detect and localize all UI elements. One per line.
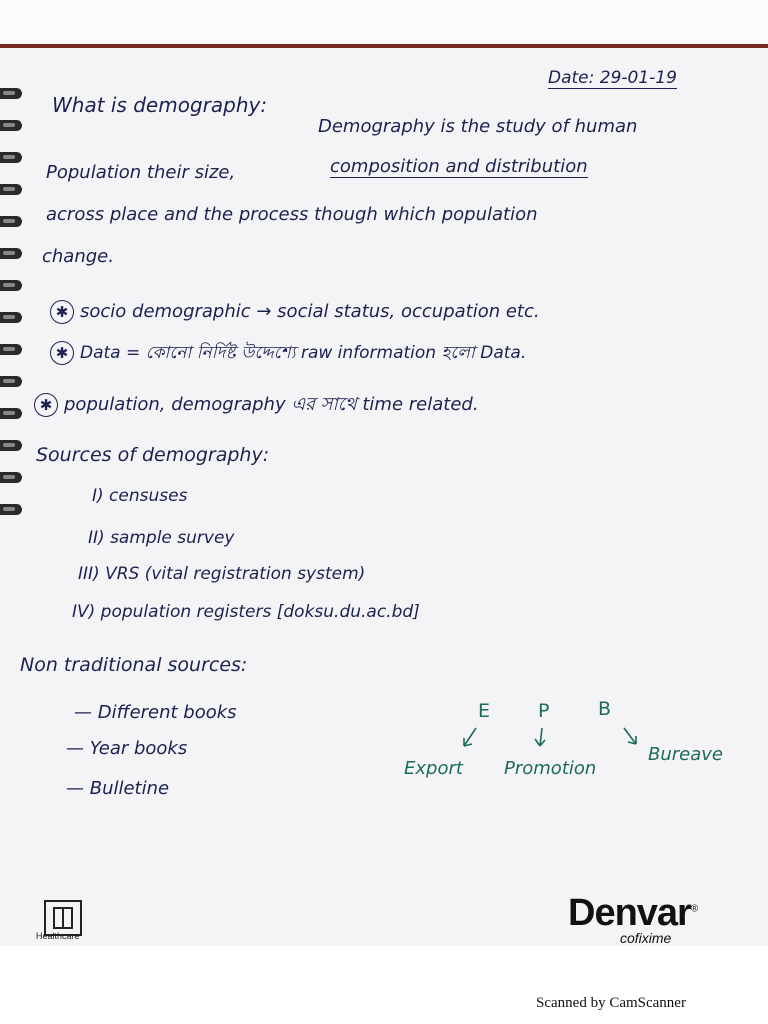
brand-name: Denvar — [568, 892, 691, 934]
spiral-ring — [0, 344, 22, 355]
source-item: II) sample survey — [88, 528, 235, 548]
asterisk-bullet-icon: ✱ — [50, 341, 74, 365]
logo-text: Healthcare — [36, 931, 80, 941]
source-item: IV) population registers [doksu.du.ac.bd] — [72, 602, 420, 622]
bullet-socio-demographic — [50, 300, 540, 324]
brand-logo — [568, 892, 697, 935]
bullet-population — [34, 390, 479, 421]
source-item: III) VRS (vital registration system) — [78, 564, 366, 584]
epb-letter: P — [538, 700, 550, 722]
definition-line-1: Demography is the study of human — [318, 116, 638, 137]
scan-bottom-margin — [0, 946, 768, 1024]
spiral-ring — [0, 184, 22, 195]
logo-mark — [46, 902, 80, 934]
scanner-watermark: Scanned by CamScanner — [536, 995, 686, 1011]
spiral-ring — [0, 152, 22, 163]
bullet-text: Data = কোনো নির্দিষ্ট উদ্দেশ্যে raw information হলো Data. — [80, 343, 527, 363]
arrow-icon — [624, 728, 636, 744]
spiral-ring — [0, 248, 22, 259]
heading-what-is-demography: What is demography: — [52, 93, 268, 117]
definition-line-2a: Population their size, — [46, 162, 236, 183]
spiral-ring — [0, 312, 22, 323]
source-item: I) censuses — [92, 486, 188, 506]
nontraditional-item: — Year books — [66, 738, 188, 759]
spiral-ring — [0, 472, 22, 483]
date: Date: 29-01-19 — [548, 68, 677, 88]
epb-word-promotion: Promotion — [504, 758, 597, 779]
bullet-data — [50, 340, 526, 368]
bullet-text: population, demography এর সাথে time related. — [64, 394, 479, 415]
heading-sources: Sources of demography: — [36, 444, 270, 466]
arrow-icon — [464, 728, 476, 746]
asterisk-bullet-icon: ✱ — [34, 393, 58, 417]
epb-word-bureave: Bureave — [648, 744, 723, 765]
spiral-ring — [0, 88, 22, 99]
spiral-ring — [0, 120, 22, 131]
definition-line-3: across place and the process though which population — [46, 204, 538, 225]
definition-line-2b: composition and distribution — [330, 156, 588, 177]
epb-word-export: Export — [404, 758, 463, 779]
asterisk-bullet-icon: ✱ — [50, 300, 74, 324]
epb-letter: B — [598, 698, 612, 720]
spiral-ring — [0, 376, 22, 387]
nontraditional-item: — Bulletine — [66, 778, 170, 799]
scan-top-margin — [0, 0, 768, 46]
registered-mark: ® — [690, 903, 698, 915]
spiral-ring — [0, 280, 22, 291]
brand-sub: cofixime — [620, 930, 672, 946]
spiral-ring — [0, 408, 22, 419]
spiral-ring — [0, 440, 22, 451]
spiral-ring — [0, 216, 22, 227]
epb-letter: E — [478, 700, 491, 722]
spiral-ring — [0, 504, 22, 515]
nontraditional-item: — Different books — [74, 702, 237, 723]
bullet-text: socio demographic → social status, occupation etc. — [80, 301, 540, 322]
heading-non-traditional: Non traditional sources: — [20, 654, 248, 676]
arrow-icon — [535, 728, 545, 746]
definition-line-4: change. — [42, 246, 114, 267]
